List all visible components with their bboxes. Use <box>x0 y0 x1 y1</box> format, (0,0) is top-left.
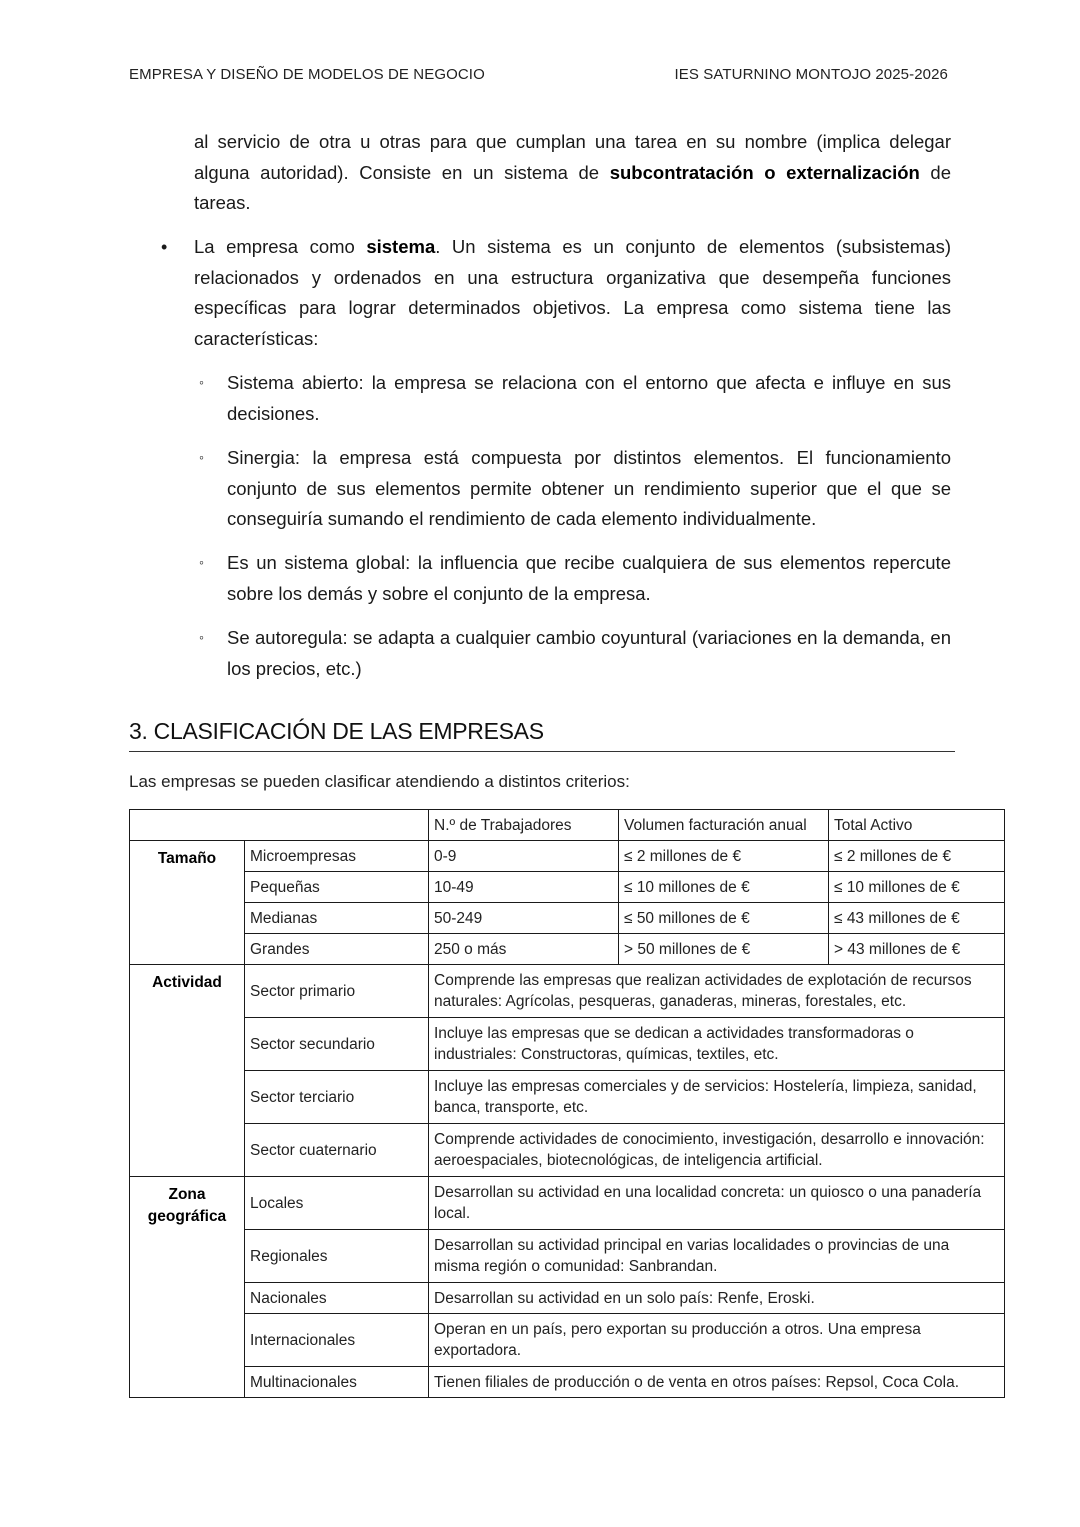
table-header-cell: Total Activo <box>829 810 1005 841</box>
bullet-bold-term: sistema <box>366 236 436 257</box>
table-header-row <box>130 810 1005 841</box>
table-cell-description: Desarrollan su actividad principal en varias localidades o provincias de una misma región o comunidad: Sanbrandan. <box>429 1230 1005 1283</box>
table-header-empty <box>130 810 429 841</box>
bullet-icon: • <box>161 237 168 257</box>
table-cell-type: Sector terciario <box>245 1071 429 1124</box>
table-cell-type: Sector cuaternario <box>245 1124 429 1177</box>
table-cell-type: Sector primario <box>245 965 429 1018</box>
table-row <box>130 1283 1005 1314</box>
category-label-line: geográfica <box>147 1208 227 1225</box>
header-school-year: IES SATURNINO MONTOJO 2025-2026 <box>674 66 948 83</box>
table-row <box>130 1071 1005 1124</box>
section-intro: Las empresas se pueden clasificar atendiendo a distintos criterios: <box>129 772 630 791</box>
bullet-empresa-sistema <box>161 232 952 354</box>
characteristic-item <box>199 443 951 535</box>
category-actividad: Actividad <box>130 965 245 1177</box>
bullet-text: La empresa como <box>194 236 367 257</box>
table-row <box>130 1124 1005 1177</box>
table-cell-type: Internacionales <box>245 1314 429 1367</box>
table-cell-type: Locales <box>245 1177 429 1230</box>
table-cell-description: Desarrollan su actividad en una localidad concreta: un quiosco o una panadería local. <box>429 1177 1005 1230</box>
characteristic-item <box>199 623 951 684</box>
table-cell-type: Grandes <box>245 934 429 965</box>
characteristic-text: Sistema abierto: la empresa se relaciona con el entorno que afecta e influye en sus decisiones. <box>227 372 951 424</box>
section-title: 3. CLASIFICACIÓN DE LAS EMPRESAS <box>129 718 955 752</box>
table-cell-assets: ≤ 43 millones de € <box>829 903 1005 934</box>
characteristic-text: Sinergia: la empresa está compuesta por distintos elementos. El funcionamiento conjunto de sus elementos permite obtener un rendimiento superior que el que se conseguiría sumando el rendimiento de cada elemento individualmente. <box>227 447 951 529</box>
table-cell-revenue: ≤ 2 millones de € <box>619 841 829 872</box>
table-cell-type: Nacionales <box>245 1283 429 1314</box>
table-cell-description: Operan en un país, pero exportan su producción a otros. Una empresa exportadora. <box>429 1314 1005 1367</box>
characteristic-item <box>199 368 951 429</box>
table-header-cell: Volumen facturación anual <box>619 810 829 841</box>
table-cell-workers: 0-9 <box>429 841 619 872</box>
table-cell-type: Medianas <box>245 903 429 934</box>
table-cell-description: Tienen filiales de producción o de venta en otros países: Repsol, Coca Cola. <box>429 1367 1005 1398</box>
table-cell-type: Sector secundario <box>245 1018 429 1071</box>
continuation-paragraph <box>194 127 951 219</box>
table-cell-workers: 250 o más <box>429 934 619 965</box>
table-row <box>130 1018 1005 1071</box>
circle-bullet-icon: ◦ <box>199 554 204 570</box>
table-row <box>130 1177 1005 1230</box>
table-cell-assets: ≤ 10 millones de € <box>829 872 1005 903</box>
table-cell-revenue: > 50 millones de € <box>619 934 829 965</box>
table-cell-description: Incluye las empresas comerciales y de servicios: Hostelería, limpieza, sanidad, banca, transporte, etc. <box>429 1071 1005 1124</box>
table-cell-revenue: ≤ 50 millones de € <box>619 903 829 934</box>
table-cell-workers: 50-249 <box>429 903 619 934</box>
circle-bullet-icon: ◦ <box>199 449 204 465</box>
table-header-cell: N.º de Trabajadores <box>429 810 619 841</box>
category-label-line: Zona <box>168 1186 206 1203</box>
table-row <box>130 841 1005 872</box>
table-row <box>130 1230 1005 1283</box>
circle-bullet-icon: ◦ <box>199 629 204 645</box>
table-row <box>130 872 1005 903</box>
header-course-title: EMPRESA Y DISEÑO DE MODELOS DE NEGOCIO <box>129 66 485 83</box>
table-row <box>130 1367 1005 1398</box>
table-cell-description: Incluye las empresas que se dedican a actividades transformadoras o industriales: Constructoras, químicas, textiles, etc. <box>429 1018 1005 1071</box>
table-cell-revenue: ≤ 10 millones de € <box>619 872 829 903</box>
characteristic-text: Se autoregula: se adapta a cualquier cambio coyuntural (variaciones en la demanda, en los precios, etc.) <box>227 627 951 679</box>
table-cell-type: Pequeñas <box>245 872 429 903</box>
page-header <box>129 66 948 83</box>
category-tamano: Tamaño <box>130 841 245 965</box>
circle-bullet-icon: ◦ <box>199 374 204 390</box>
continuation-text-end: de tareas. <box>194 161 951 213</box>
characteristic-text: Es un sistema global: la influencia que recibe cualquiera de sus elementos repercute sobre los demás y sobre el conjunto de la empresa. <box>227 552 951 604</box>
table-cell-description: Desarrollan su actividad en un solo país: Renfe, Eroski. <box>429 1283 1005 1314</box>
table-cell-assets: > 43 millones de € <box>829 934 1005 965</box>
category-zona-geografica <box>130 1177 245 1398</box>
table-cell-description: Comprende las empresas que realizan actividades de explotación de recursos naturales: Agrícolas, pesqueras, ganaderas, mineras, forestales, etc. <box>429 965 1005 1018</box>
continuation-bold-term: subcontratación o externalización <box>609 161 920 183</box>
classification-table <box>129 809 1005 1398</box>
table-row <box>130 903 1005 934</box>
table-cell-type: Regionales <box>245 1230 429 1283</box>
table-cell-assets: ≤ 2 millones de € <box>829 841 1005 872</box>
bullet-text-end: . Un sistema es un conjunto de elementos (subsistemas) relacionados y ordenados en una estructura organizativa que desempeña funciones específicas para lograr determinados objetivos. La empresa como sistema tiene las características: <box>194 236 952 349</box>
characteristic-item <box>199 548 951 609</box>
table-cell-description: Comprende actividades de conocimiento, investigación, desarrollo e innovación: aeroespaciales, biotecnológicas, de inteligencia artificial. <box>429 1124 1005 1177</box>
table-row <box>130 1314 1005 1367</box>
continuation-text: al servicio de otra u otras para que cumplan una tarea en su nombre (implica delegar alguna autoridad). Consiste en un sistema de <box>194 131 951 183</box>
table-row <box>130 965 1005 1018</box>
table-row <box>130 934 1005 965</box>
table-cell-type: Multinacionales <box>245 1367 429 1398</box>
table-cell-workers: 10-49 <box>429 872 619 903</box>
table-cell-type: Microempresas <box>245 841 429 872</box>
